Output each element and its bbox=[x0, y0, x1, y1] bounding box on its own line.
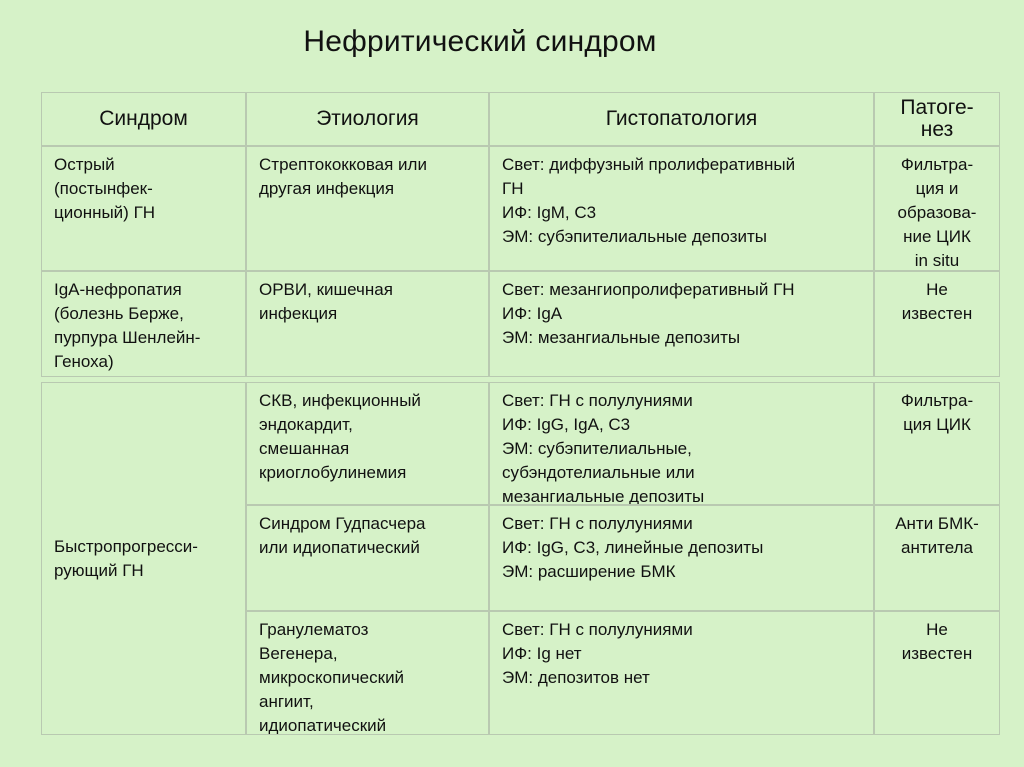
row3b-etiology: Синдром Гудпасчера или идиопатический bbox=[246, 505, 489, 611]
header-histopathology: Гистопатология bbox=[489, 92, 874, 146]
row3a-pathogenesis: Фильтра- ция ЦИК bbox=[874, 382, 1000, 505]
row3c-etiology: Гранулематоз Вегенера, микроскопический ангиит, идиопатический bbox=[246, 611, 489, 735]
row2-etiology: ОРВИ, кишечная инфекция bbox=[246, 271, 489, 377]
slide-title: Нефритический синдром bbox=[303, 25, 657, 58]
row1-etiology: Стрептококковая или другая инфекция bbox=[246, 146, 489, 271]
row1-pathogenesis: Фильтра- ция и образова- ние ЦИК in situ bbox=[874, 146, 1000, 271]
row3c-histopathology: Свет: ГН с полулуниями ИФ: Ig нет ЭМ: депозитов нет bbox=[489, 611, 874, 735]
row3c-pathogenesis: Не известен bbox=[874, 611, 1000, 735]
row1-syndrome: Острый (постынфек- ционный) ГН bbox=[41, 146, 246, 271]
row3b-histopathology: Свет: ГН с полулуниями ИФ: IgG, C3, линейные депозиты ЭМ: расширение БМК bbox=[489, 505, 874, 611]
row2-syndrome: IgA-нефропатия (болезнь Берже, пурпура Шенлейн- Геноха) bbox=[41, 271, 246, 377]
header-pathogenesis: Патоге- нез bbox=[874, 92, 1000, 146]
row2-histopathology: Свет: мезангиопролиферативный ГН ИФ: IgA ЭМ: мезангиальные депозиты bbox=[489, 271, 874, 377]
row1-histopathology: Свет: диффузный пролиферативный ГН ИФ: IgM, C3 ЭМ: субэпителиальные депозиты bbox=[489, 146, 874, 271]
row3a-etiology: СКВ, инфекционный эндокардит, смешанная криоглобулинемия bbox=[246, 382, 489, 505]
row2-pathogenesis: Не известен bbox=[874, 271, 1000, 377]
row3b-pathogenesis: Анти БМК- антитела bbox=[874, 505, 1000, 611]
row3a-histopathology: Свет: ГН с полулуниями ИФ: IgG, IgA, C3 ЭМ: субэпителиальные, субэндотелиальные или мезангиальные депозиты bbox=[489, 382, 874, 505]
header-syndrome: Синдром bbox=[41, 92, 246, 146]
header-etiology: Этиология bbox=[246, 92, 489, 146]
row3-syndrome: Быстропрогресси- рующий ГН bbox=[41, 382, 246, 735]
